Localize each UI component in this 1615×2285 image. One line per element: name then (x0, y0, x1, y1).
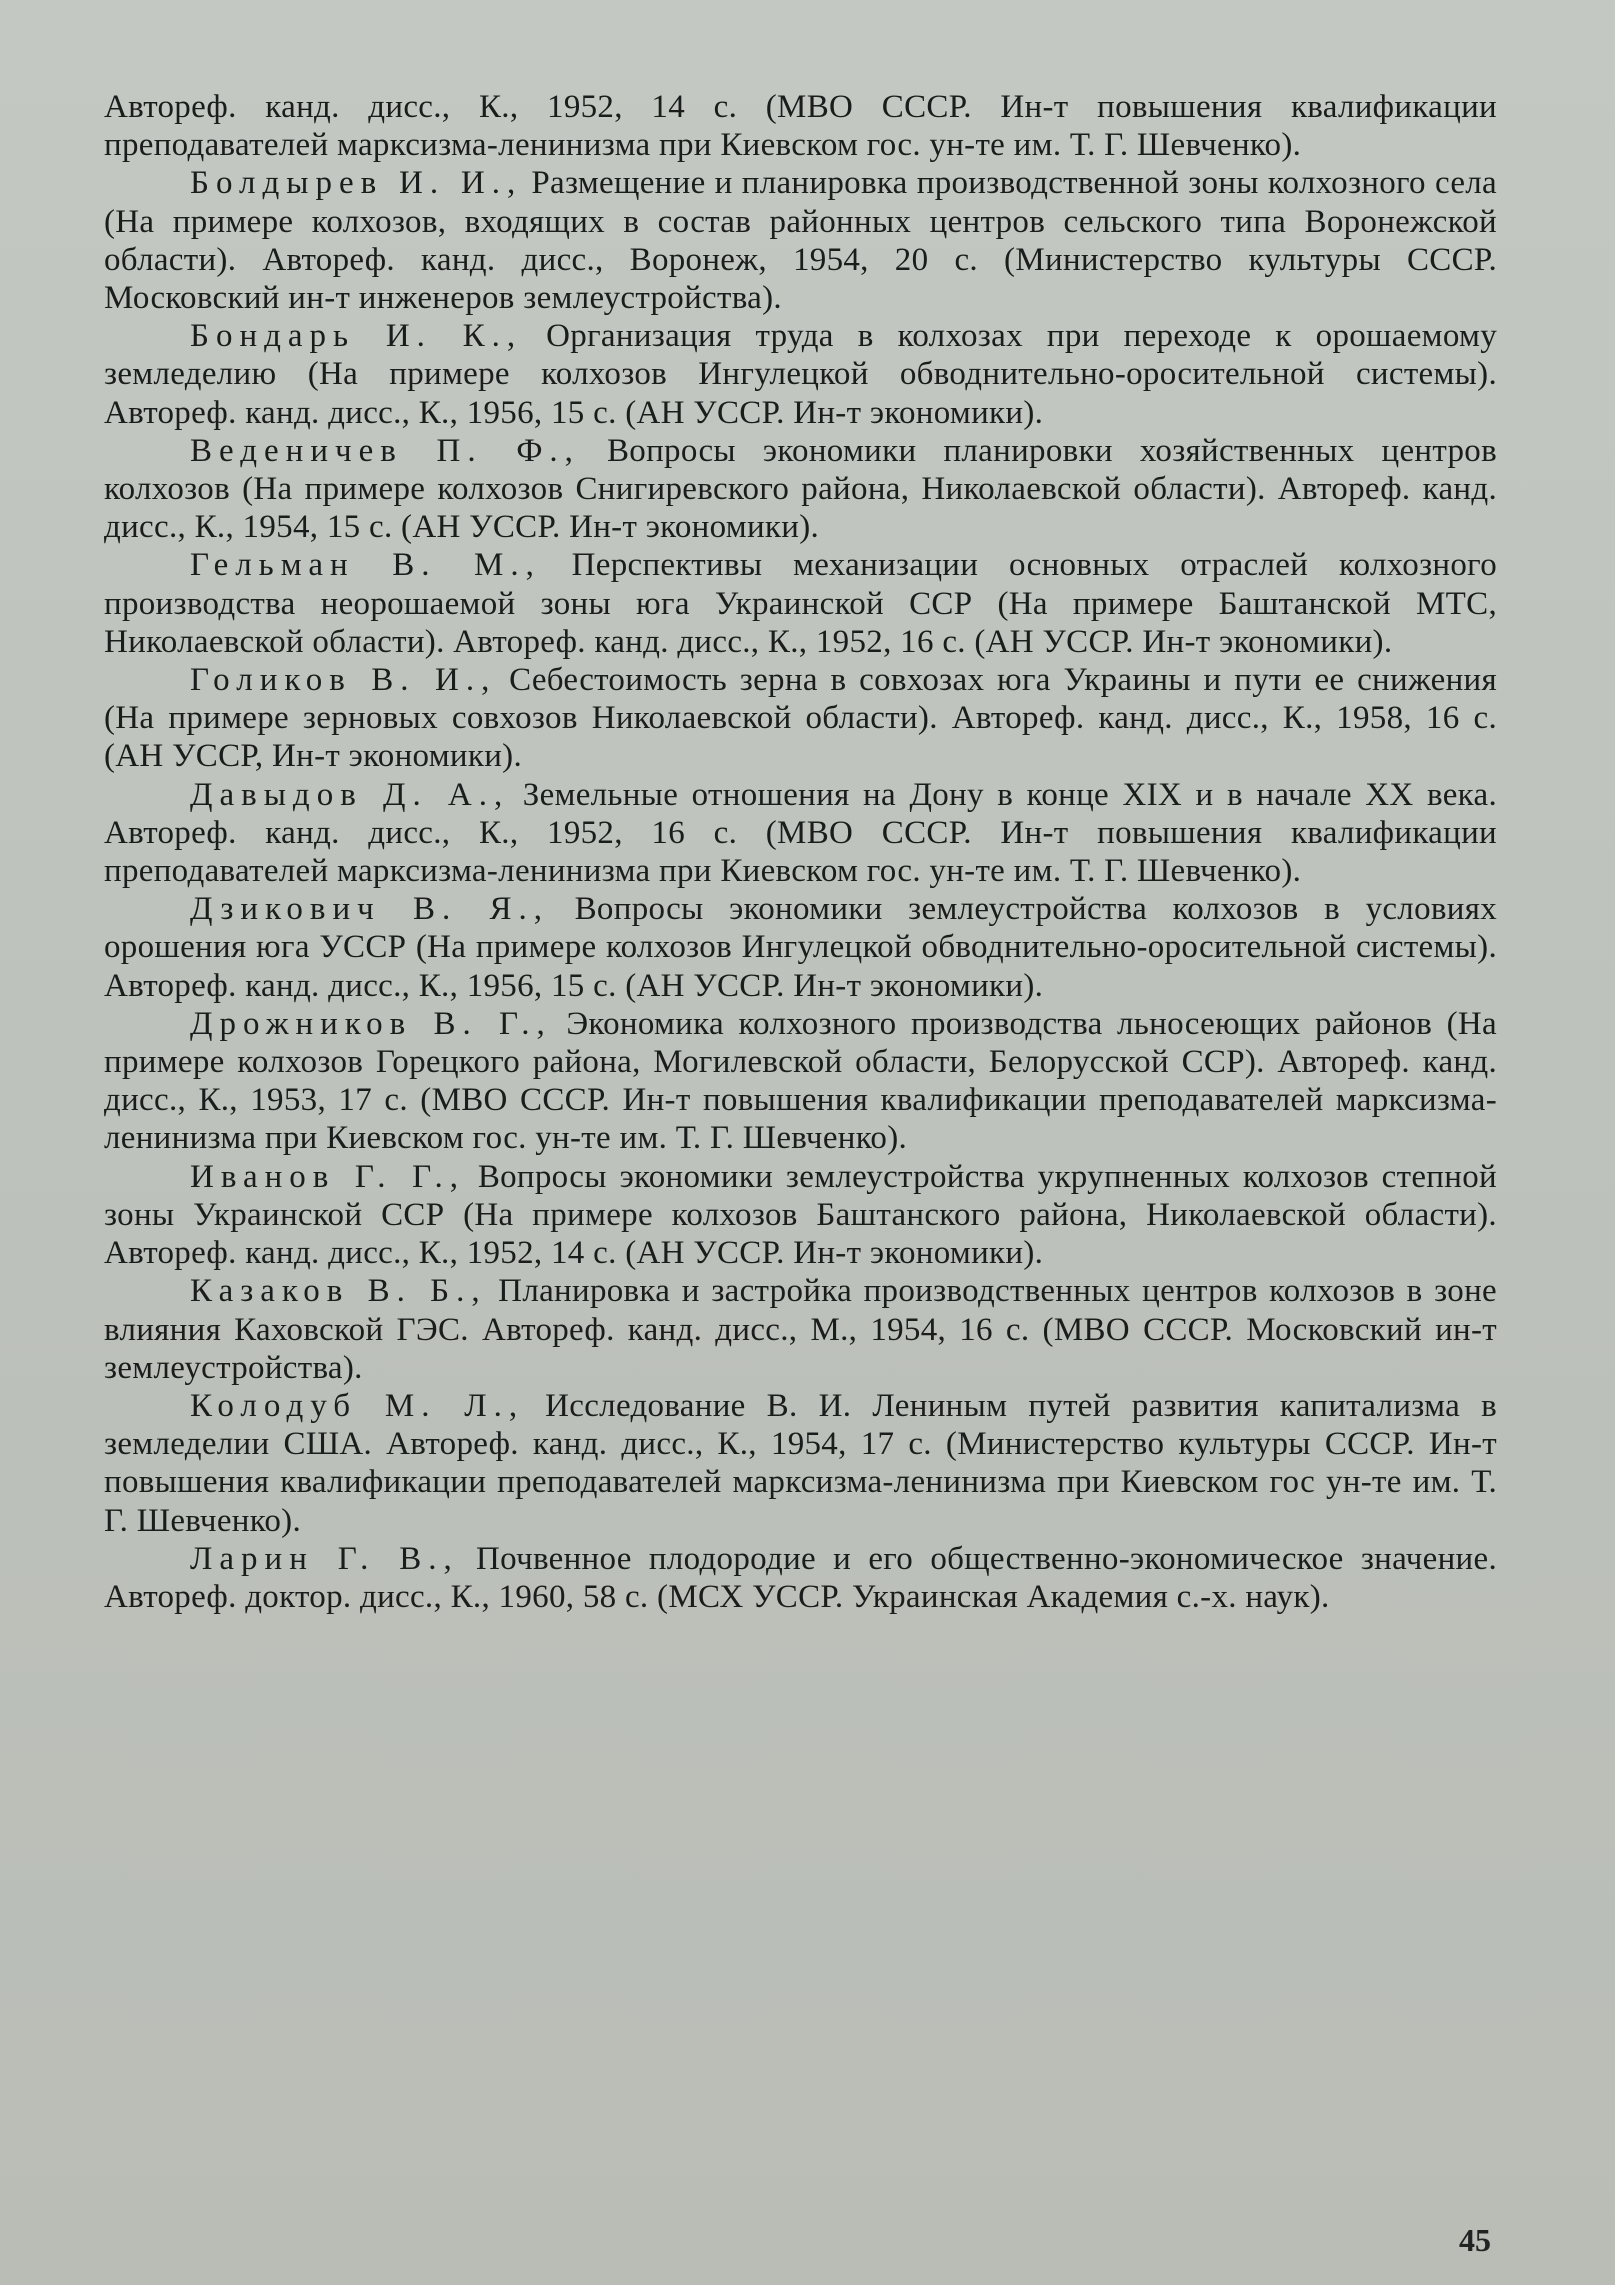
entry-text: Исследование В. И. Лениным путей развития капитализма в земледелии США. Автореф. канд. дисс., К., 1954, 17 с. (Министерство культуры СССР. Ин-т повышения квалификации преподавателей марксизма-ленинизма при Киевском гос ун-те им. Т. Г. Шевченко). (104, 1387, 1497, 1539)
bibliography-entry (104, 432, 1497, 547)
entry-text: Вопросы экономики землеустройства укрупненных колхозов степной зоны Украинской ССР (На примере колхозов Баштанского района, Николаевской области). Автореф. канд. дисс., К., 1952, 14 с. (АН УССР. Ин-т экономики). (104, 1158, 1497, 1272)
bibliography-entry (104, 546, 1497, 661)
entry-text: Перспективы механизации основных отраслей колхозного производства неорошаемой зоны юга Украинской ССР (На примере Баштанской МТС, Николаевской области). Автореф. канд. дисс., К., 1952, 16 с. (АН УССР. Ин-т экономики). (104, 547, 1497, 660)
entry-author: Давыдов Д. А., (190, 776, 510, 813)
bibliography-entry (104, 890, 1497, 1005)
entry-text: Себестоимость зерна в совхозах юга Украины и пути ее снижения (На примере зерновых совхозов Николаевской области). Автореф. канд. дисс., К., 1958, 16 с. (АН УССР, Ин-т экономики). (104, 662, 1497, 775)
entry-text: Размещение и планировка производственной зоны колхозного села (На примере колхозов, входящих в состав районных центров сельского типа Воронежской области). Автореф. канд. дисс., Воронеж, 1954, 20 с. (Министерство культуры СССР. Московский ин-т инженеров землеустройства). (104, 165, 1498, 317)
bibliography-list (104, 88, 1497, 1616)
entry-text: Планировка и застройка производственных центров колхозов в зоне влияния Каховской ГЭС. Автореф. канд. дисс., М., 1954, 16 с. (МВО СССР. Московский ин-т землеустройства). (104, 1273, 1497, 1386)
entry-text: Организация труда в колхозах при переходе к орошаемому земледелию (На примере колхозов Ингулецкой обводнительно-оросительной системы). Автореф. канд. дисс., К., 1956, 15 с. (АН УССР. Ин-т экономики). (104, 318, 1497, 431)
entry-text: Экономика колхозного производства льносеющих районов (На примере колхозов Горецкого района, Могилевской области, Белорусской ССР). Автореф. канд. дисс., К., 1953, 17 с. (МВО СССР. Ин-т повышения квалификации преподавателей марксизма-ленинизма при Киевском гос. ун-те им. Т. Г. Шевченко). (104, 1005, 1498, 1157)
bibliography-entry (104, 164, 1497, 317)
bibliography-entry (104, 661, 1497, 776)
page-number: 45 (1459, 2222, 1491, 2258)
bibliography-entry (104, 1387, 1497, 1540)
entry-author: Иванов Г. Г., (190, 1158, 465, 1195)
bibliography-entry (104, 317, 1497, 432)
bibliography-entry (104, 1540, 1497, 1616)
entry-author: Колодуб М. Л., (190, 1387, 525, 1424)
entry-author: Болдырев И. И., (190, 165, 523, 202)
entry-author: Ларин Г. В., (190, 1540, 459, 1577)
entry-author: Гельман В. М., (190, 547, 541, 584)
entry-author: Казаков В. Б., (190, 1273, 487, 1310)
entry-text: Вопросы экономики планировки хозяйственных центров колхозов (На примере колхозов Снигиревского района, Николаевской области). Автореф. канд. дисс., К., 1954, 15 с. (АН УССР. Ин-т экономики). (104, 432, 1497, 546)
entry-text: Почвенное плодородие и его общественно-экономическое значение. Автореф. доктор. дисс., К., 1960, 58 с. (МСХ УССР. Украинская Академия с.-х. наук). (104, 1540, 1497, 1615)
entry-author: Дзикович В. Я., (190, 891, 550, 928)
entry-author: Дрожников В. Г., (190, 1005, 552, 1042)
bibliography-entry (104, 1158, 1497, 1273)
entry-author: Веденичев П. Ф., (190, 432, 580, 469)
entry-text: Автореф. канд. дисс., К., 1952, 14 с. (МВО СССР. Ин-т повышения квалификации преподавателей марксизма-ленинизма при Киевском гос. ун-те им. Т. Г. Шевченко). (104, 89, 1497, 164)
entry-author: Бондарь И. К., (190, 318, 523, 355)
bibliography-entry (104, 88, 1497, 164)
bibliography-entry (104, 776, 1497, 891)
bibliography-entry (104, 1005, 1497, 1158)
bibliography-entry (104, 1272, 1497, 1387)
entry-text: Земельные отношения на Дону в конце XIX и в начале XX века. Автореф. канд. дисс., К., 1952, 16 с. (МВО СССР. Ин-т повышения квалификации преподавателей марксизма-ленинизма при Киевском гос. ун-те им. Т. Г. Шевченко). (104, 776, 1498, 890)
entry-author: Голиков В. И., (190, 662, 497, 699)
entry-text: Вопросы экономики землеустройства колхозов в условиях орошения юга УССР (На примере колхозов Ингулецкой обводнительно-оросительной системы). Автореф. канд. дисс., К., 1956, 15 с. (АН УССР. Ин-т экономики). (104, 891, 1497, 1004)
